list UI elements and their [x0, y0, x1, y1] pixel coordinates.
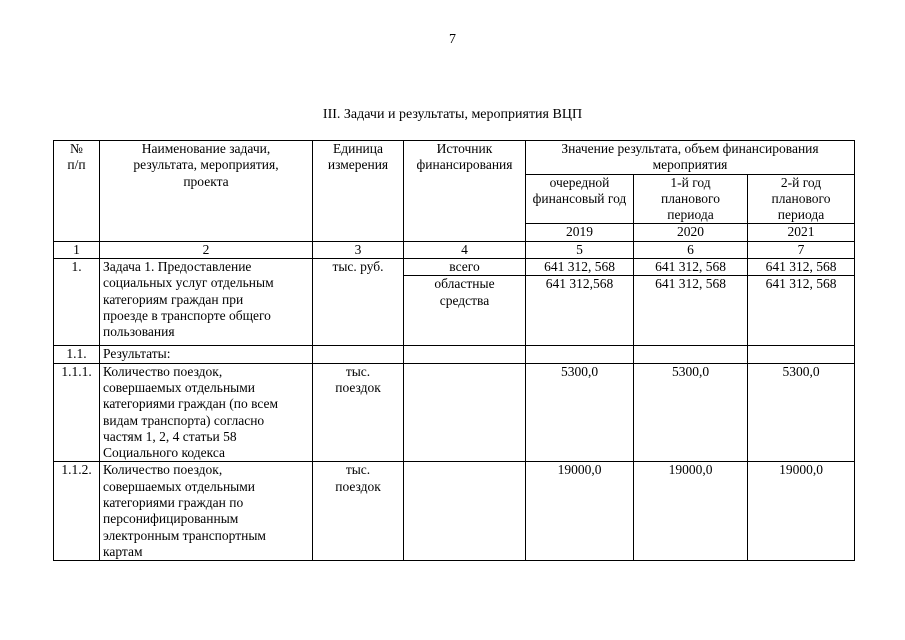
- header-plan-year-1: 1-й год планового периода: [634, 174, 748, 224]
- header-current-year: очередной финансовый год: [526, 174, 634, 224]
- header-plan-year-2: 2-й год планового периода: [748, 174, 855, 224]
- column-numbers-row: [54, 241, 855, 258]
- empty-cell: [634, 346, 748, 363]
- col-number: 3: [313, 241, 404, 258]
- source-regional: областные средства: [404, 276, 526, 346]
- header-source: Источник финансирования: [404, 141, 526, 242]
- task-name: Задача 1. Предоставление социальных услуг отдельным категориям граждан при проезде в транспорте общего пользования: [100, 259, 313, 346]
- value-cell: 19000,0: [748, 462, 855, 561]
- value-cell: 5300,0: [526, 363, 634, 462]
- value-cell: 19000,0: [634, 462, 748, 561]
- row-num: 1.: [54, 259, 100, 346]
- value-cell: 641 312, 568: [748, 276, 855, 346]
- col-number: 2: [100, 241, 313, 258]
- col-number: 7: [748, 241, 855, 258]
- col-number: 6: [634, 241, 748, 258]
- result-name: Количество поездок, совершаемых отдельными категориями граждан (по всем видам транспорта) согласно частям 1, 2, 4 статьи 58 Социального кодекса: [100, 363, 313, 462]
- col-number: 5: [526, 241, 634, 258]
- result-row-1-1-1: [54, 363, 855, 462]
- results-row: [54, 346, 855, 363]
- value-cell: 641 312, 568: [526, 259, 634, 276]
- task-unit: тыс. руб.: [313, 259, 404, 346]
- task-row-total: [54, 259, 855, 276]
- page-number: 7: [449, 32, 456, 47]
- year-cell: 2021: [748, 224, 855, 241]
- header-num: № п/п: [54, 141, 100, 242]
- empty-cell: [313, 346, 404, 363]
- row-num: 1.1.: [54, 346, 100, 363]
- value-cell: 641 312,568: [526, 276, 634, 346]
- header-row-1: [54, 141, 855, 175]
- value-cell: 641 312, 568: [634, 276, 748, 346]
- col-number: 4: [404, 241, 526, 258]
- year-cell: 2019: [526, 224, 634, 241]
- empty-cell: [404, 363, 526, 462]
- value-cell: 5300,0: [634, 363, 748, 462]
- result-unit: тыс. поездок: [313, 363, 404, 462]
- header-unit: Единица измерения: [313, 141, 404, 242]
- header-name: Наименование задачи, результата, мероприятия, проекта: [100, 141, 313, 242]
- empty-cell: [526, 346, 634, 363]
- result-name: Количество поездок, совершаемых отдельными категориями граждан по персонифицированным электронным транспортным картам: [100, 462, 313, 561]
- row-num: 1.1.2.: [54, 462, 100, 561]
- header-value: Значение результата, объем финансирования мероприятия: [526, 141, 855, 175]
- result-unit: тыс. поездок: [313, 462, 404, 561]
- value-cell: 5300,0: [748, 363, 855, 462]
- value-cell: 19000,0: [526, 462, 634, 561]
- results-label: Результаты:: [100, 346, 313, 363]
- col-number: 1: [54, 241, 100, 258]
- empty-cell: [404, 462, 526, 561]
- tasks-results-table: [53, 140, 855, 561]
- empty-cell: [748, 346, 855, 363]
- value-cell: 641 312, 568: [748, 259, 855, 276]
- source-total: всего: [404, 259, 526, 276]
- section-title: III. Задачи и результаты, мероприятия ВЦП: [322, 107, 583, 122]
- empty-cell: [404, 346, 526, 363]
- value-cell: 641 312, 568: [634, 259, 748, 276]
- result-row-1-1-2: [54, 462, 855, 561]
- row-num: 1.1.1.: [54, 363, 100, 462]
- year-cell: 2020: [634, 224, 748, 241]
